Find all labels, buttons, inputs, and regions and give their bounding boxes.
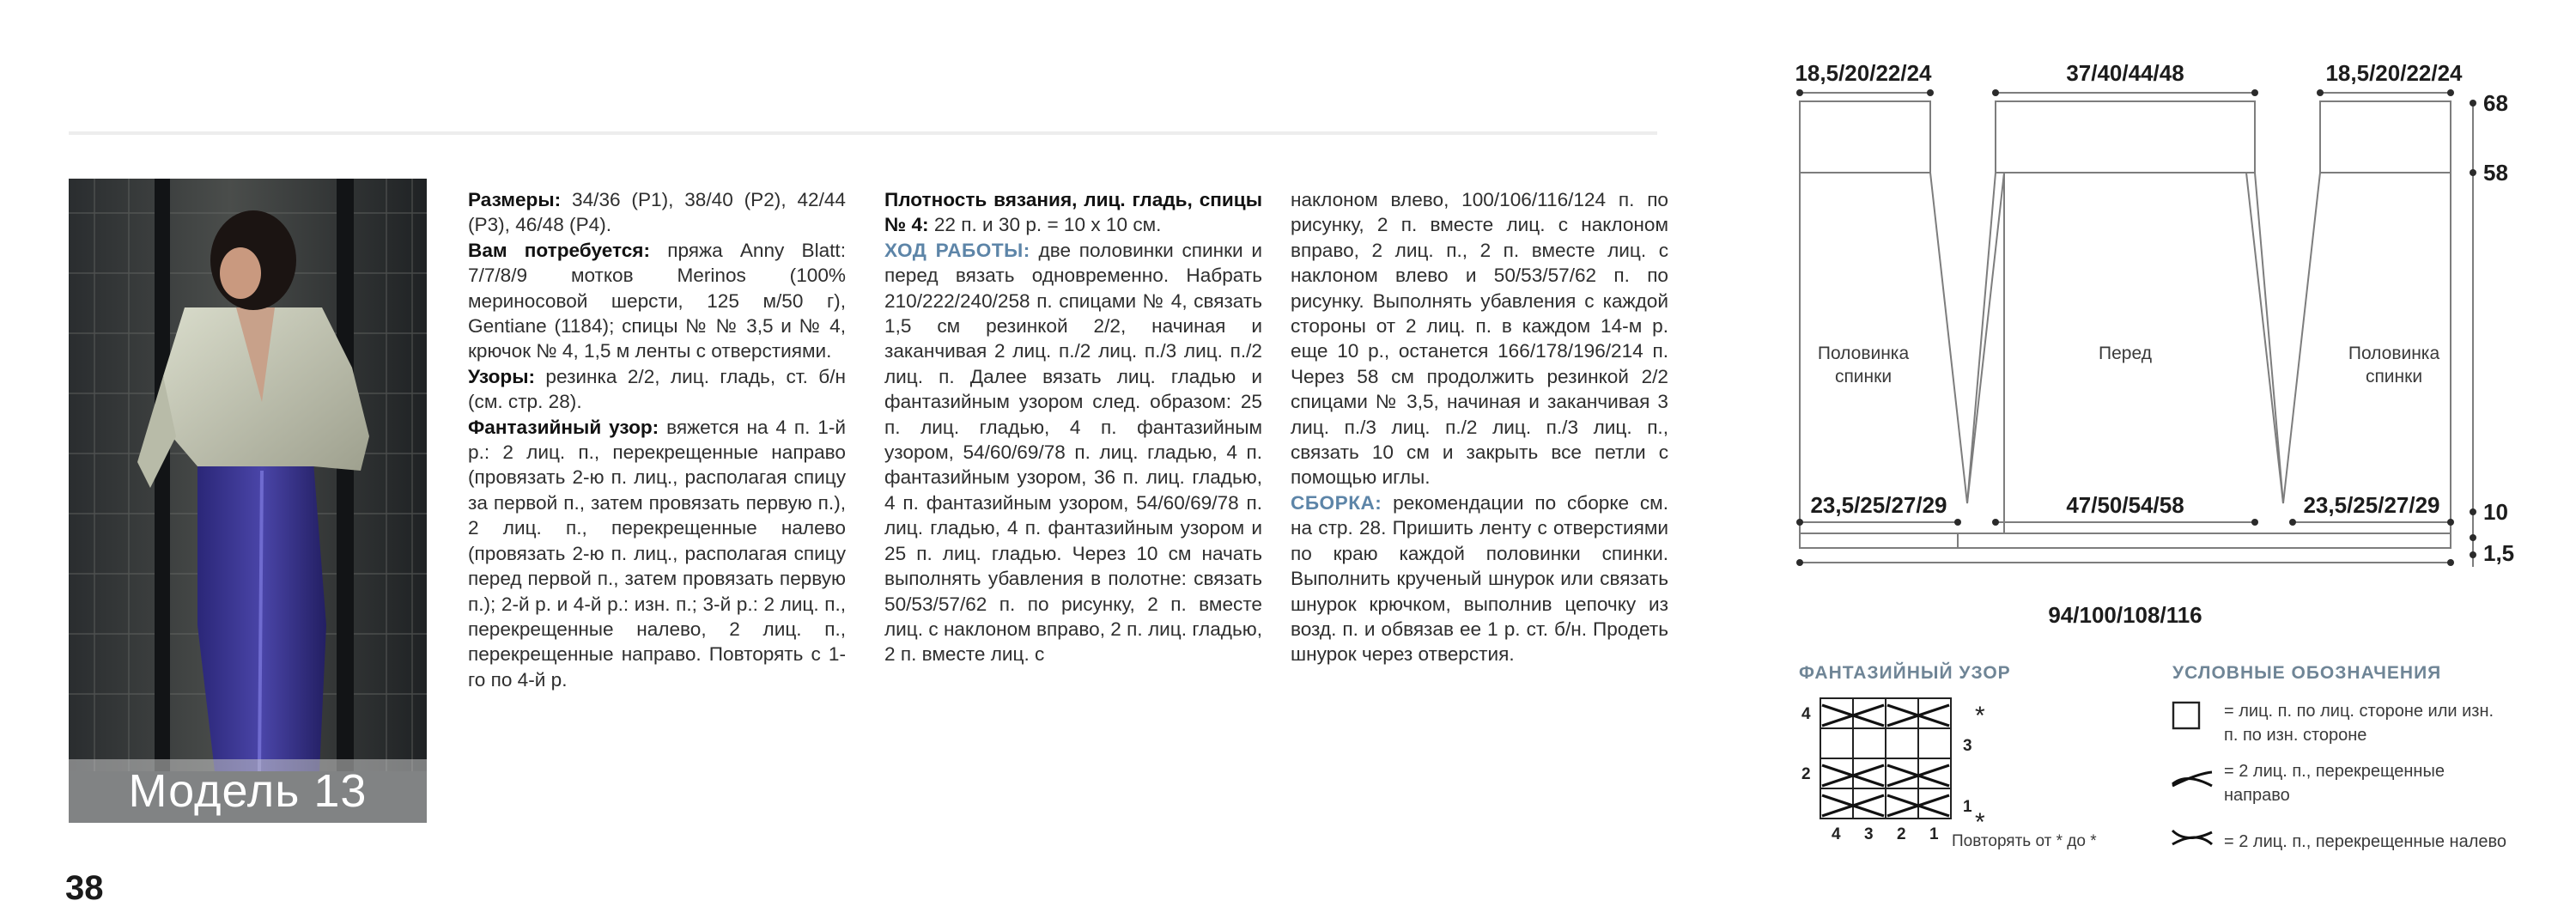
sizes-text: 34/36 (Р1), 38/40 (Р2), 42/44 (Р3), 46/48 (Р4). bbox=[468, 189, 846, 236]
height-1-5: 1,5 bbox=[2483, 540, 2515, 566]
assembly-heading: СБОРКА: bbox=[1291, 491, 1382, 514]
right-back-label-2: спинки bbox=[2365, 367, 2423, 386]
work-progress-text: две половинки спинки и перед вязать одновременно. Набрать 210/222/240/258 п. спицами № 4, связать 1,5 см резинкой 2/2, начиная и заканчивая 2 лиц. п./2 лиц. п./3 лиц. п./2 лиц. п. Далее вязать лиц. гладью и фантазийным узором след. образом: 25 п. лиц. гладью, 4 п. фантазийным узором, 54/60/69/78 п. лиц. гладью, 4 п. фантазийным узором, 36 п. лиц. гладью, 4 п. фантазийным узором, 54/60/69/78 п. лиц. гладью, 4 п. фантазийным узором и 25 п. лиц. гладью. Через 10 см начать выполнять убавления в полотне: связать 50/53/57/62 п. по рисунку, 2 п. вместе лиц. с наклоном вправо, 2 п. лиц. гладью, 2 п. вместе лиц. с bbox=[884, 239, 1262, 666]
legend-item-cross-left: = 2 лиц. п., перекрещенные налево bbox=[2224, 832, 2507, 851]
page-number: 38 bbox=[65, 869, 104, 907]
legend-item-cross-right: = 2 лиц. п., перекрещенные направо bbox=[2224, 762, 2445, 805]
legend-title: УСЛОВНЫЕ ОБОЗНАЧЕНИЯ bbox=[2172, 663, 2442, 683]
top-divider bbox=[69, 131, 1657, 135]
work-progress-continued: наклоном влево, 100/106/116/124 п. по рисунку, 2 п. вместе лиц. с наклоном вправо, 2 лиц. п., 2 п. вместе лиц. с наклоном влево и 50/53/57/62 п. по рисунку. Выполнять убавления с каждой стороны от 2 лиц. п. в каждом 14-м р. еще 10 р., останется 166/178/196/214 п. Через 58 см продолжить резинкой 2/2 спицами № 3,5, начиная и заканчивая 3 лиц. п./3 лиц. п./2 лиц. п./3 лиц. п., связать 10 см и закрыть все петли с помощью иглы. bbox=[1291, 189, 1668, 489]
row-4-label: 4 bbox=[1801, 705, 1811, 723]
row-3-label: 3 bbox=[1963, 737, 1972, 755]
gauge-text: 22 п. и 30 р. = 10 х 10 см. bbox=[928, 214, 1162, 236]
model-photo bbox=[69, 179, 427, 823]
col-1-label: 1 bbox=[1929, 825, 1939, 843]
fancy-pattern-paragraph bbox=[468, 415, 846, 692]
patterns-paragraph bbox=[468, 364, 846, 415]
top-right-width: 18,5/20/22/24 bbox=[2325, 60, 2463, 86]
bottom-left-width: 23,5/25/27/29 bbox=[1810, 492, 1947, 518]
work-progress-paragraph bbox=[884, 238, 1262, 667]
materials-text: пряжа Anny Blatt: 7/7/8/9 мотков Merinos (100% мериносовой шерсти, 125 м/50 г), Gentiane (1184); спицы № № 3,5 и № 4, крючок № 4, 1,5 м ленты с отверстиями. bbox=[468, 239, 846, 362]
sizes-label: Размеры: bbox=[468, 189, 562, 210]
height-10: 10 bbox=[2483, 499, 2508, 525]
height-58: 58 bbox=[2483, 160, 2508, 186]
pattern-title: ФАНТАЗИЙНЫЙ УЗОР bbox=[1799, 663, 2011, 683]
col-3-label: 3 bbox=[1864, 825, 1874, 843]
legend-symbols bbox=[2171, 700, 2214, 889]
top-left-width: 18,5/20/22/24 bbox=[1795, 60, 1932, 86]
text-column-2 bbox=[884, 187, 1262, 667]
patterns-text: резинка 2/2, лиц. гладь, ст. б/н (см. стр. 28). bbox=[468, 365, 846, 413]
cross-right-icon bbox=[2172, 772, 2212, 786]
bottom-middle-width: 47/50/54/58 bbox=[2066, 492, 2184, 518]
fancy-pattern-text: вяжется на 4 п. 1-й р.: 2 лиц. п., перекрещенные направо (провязать 2-ю п. лиц., располагая спицу за первой п., затем провязать первую п.), 2 лиц. п., перекрещенные налево (провязать 2-ю п. лиц., располагая спицу перед первой п., затем провязать первую п.); 2-й р. и 4-й р.: изн. п.; 3-й р.: 2 лиц. п., перекрещенные налево, 2 лиц. п., перекрещенные направо. Повторять с 1-го по 4-й р. bbox=[468, 416, 846, 691]
left-back-label-2: спинки bbox=[1834, 367, 1893, 386]
repeat-note: Повторять от * до * bbox=[1952, 832, 2097, 850]
sizes-paragraph bbox=[468, 187, 846, 238]
text-column-3 bbox=[1291, 187, 1668, 667]
left-back-label-1: Половинка bbox=[1817, 344, 1910, 363]
bottom-right-width: 23,5/25/27/29 bbox=[2303, 492, 2440, 518]
cross-left-icon bbox=[2172, 831, 2212, 844]
materials-label: Вам потребуется: bbox=[468, 239, 651, 261]
legend-item-knit: = лиц. п. по лиц. стороне или изн. п. по изн. стороне bbox=[2224, 702, 2494, 745]
fancy-pattern-chart bbox=[1786, 691, 2215, 863]
left-back-dart bbox=[1930, 173, 2004, 503]
left-back-waistband bbox=[1800, 101, 1930, 173]
skirt-schematic bbox=[1777, 52, 2550, 653]
right-back-dart bbox=[2246, 173, 2320, 503]
front-left-edge bbox=[1967, 173, 1996, 503]
photo-caption: Модель 13 bbox=[69, 759, 427, 823]
assembly-text: рекомендации по сборке см. на стр. 28. Пришить ленту с отверстиями по краю каждой половинки спинки. Выполнить крученый шнурок или связать шнурок крючком, выполнив цепочку из возд. п. и обвязав ее 1 р. ст. б/н. Продеть шнурок через отверстия. bbox=[1291, 491, 1668, 666]
height-68: 68 bbox=[2483, 90, 2508, 116]
row-1-label: 1 bbox=[1963, 798, 1972, 816]
front-label: Перед bbox=[2099, 344, 2152, 363]
top-middle-width: 37/40/44/48 bbox=[2066, 60, 2184, 86]
repeat-star-bottom: * bbox=[1975, 808, 1985, 837]
model-photo-illustration bbox=[69, 179, 427, 823]
gauge-label: Плотность вязания, лиц. гладь, спицы № 4: bbox=[884, 189, 1262, 236]
text-column-1 bbox=[468, 187, 846, 692]
right-back-label-1: Половинка bbox=[2348, 344, 2440, 363]
row-2-label: 2 bbox=[1801, 765, 1811, 783]
col-2-label: 2 bbox=[1897, 825, 1906, 843]
front-right-edge bbox=[2255, 173, 2283, 503]
repeat-star-top: * bbox=[1975, 702, 1985, 730]
patterns-label: Узоры: bbox=[468, 365, 536, 387]
empty-square-icon bbox=[2173, 703, 2199, 728]
work-progress-heading: ХОД РАБОТЫ: bbox=[884, 239, 1030, 261]
col-4-label: 4 bbox=[1832, 825, 1841, 843]
materials-paragraph bbox=[468, 238, 846, 364]
front-waistband bbox=[1996, 101, 2255, 173]
right-back-waistband bbox=[2320, 101, 2451, 173]
assembly-paragraph bbox=[1291, 490, 1668, 667]
total-width: 94/100/108/116 bbox=[2048, 602, 2202, 628]
gauge-paragraph bbox=[884, 187, 1262, 238]
fancy-pattern-label: Фантазийный узор: bbox=[468, 416, 659, 438]
